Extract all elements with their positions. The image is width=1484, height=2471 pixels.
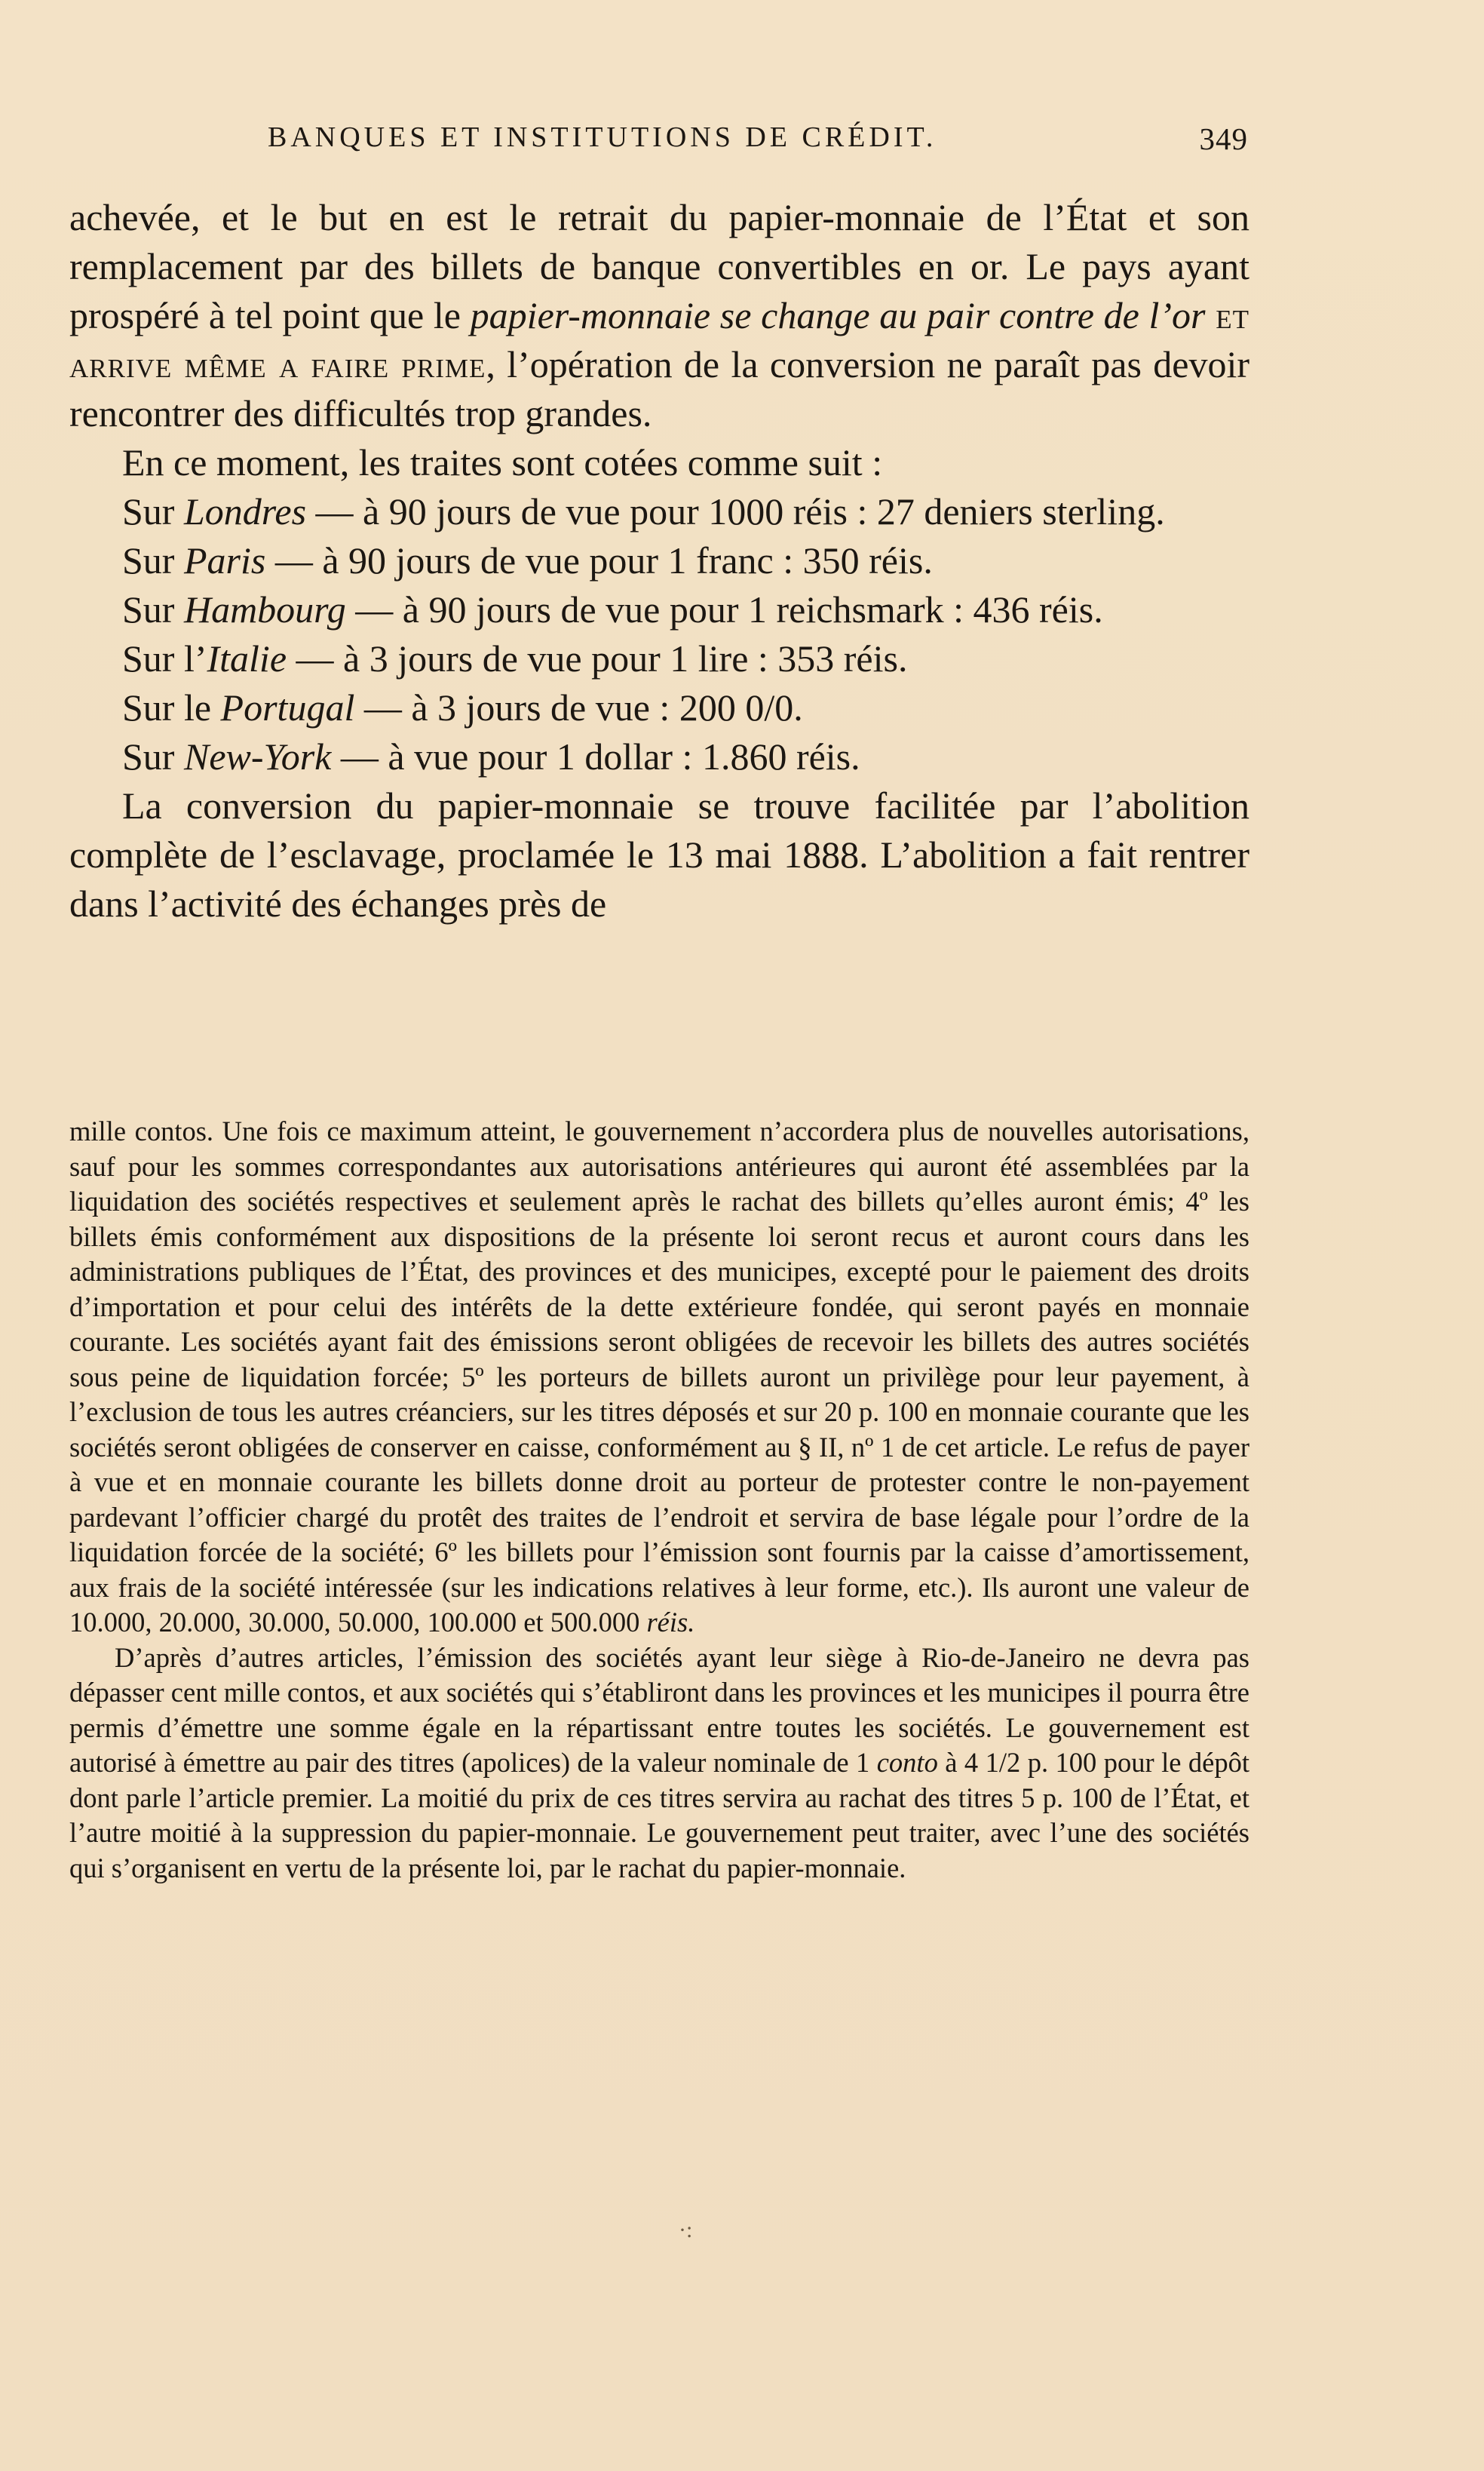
text-run: achevée, et le but en est le retrait du papier-monnaie de l’État et son remplacement par des billets de banque convertibles en or. Le pays ayant prospéré à tel point que le <box>69 196 1249 336</box>
footnote-continuation <box>69 1114 1249 1641</box>
running-header <box>268 121 1248 157</box>
city-name: Hambourg <box>183 588 346 631</box>
printer-mark: ·: <box>679 2218 693 2242</box>
city-name: Paris <box>183 539 266 582</box>
paragraph-conversion <box>69 193 1249 438</box>
text-run: Sur le <box>122 686 221 729</box>
paragraph-abolition: La conversion du papier-monnaie se trouve facilitée par l’abolition complète de l’esclavage, proclamée le 13 mai 1888. L’abolition a fait rentrer dans l’activité des échanges près de <box>69 784 1249 925</box>
paragraph-rates-intro: En ce moment, les traites sont cotées comme suit : <box>122 441 883 483</box>
rate-line-paris <box>69 536 1249 585</box>
footnote-paragraph <box>69 1641 1249 1886</box>
small-caps-run: et arrive même a faire prime <box>69 294 1250 385</box>
text-run: — à 90 jours de vue pour 1 reichsmark : 436 réis. <box>345 588 1103 631</box>
footnotes <box>69 1114 1249 1886</box>
rate-line-new-york <box>69 732 1249 781</box>
text-run: — à 3 jours de vue pour 1 lire : 353 réis. <box>287 637 908 680</box>
text-run: , l’opération de la conversion ne paraît pas devoir rencontrer des difficultés trop grandes. <box>69 343 1249 434</box>
text-run: D’après d’autres articles, l’émission des sociétés ayant leur siège à Rio-de-Janeiro ne devra pas dépasser cent mille contos, et aux sociétés qui s’établiront dans les provinces et les municipes il pourra être permis d’émettre une somme égale en la répartissant entre toutes les sociétés. Le gouvernement est autorisé à émettre au pair des titres (apolices) de la valeur nominale de 1 <box>69 1641 1249 1778</box>
city-name: Londres <box>183 490 307 533</box>
text-run: Sur <box>122 735 184 778</box>
running-title: BANQUES ET INSTITUTIONS DE CRÉDIT. <box>268 121 937 153</box>
text-run: — à 90 jours de vue pour 1000 réis : 27 deniers sterling. <box>306 490 1165 533</box>
country-name: Italie <box>207 637 287 680</box>
rate-line-portugal <box>69 683 1249 732</box>
italic-run: réis. <box>646 1607 695 1638</box>
text-run: Sur <box>122 588 184 631</box>
text-run: — à 90 jours de vue pour 1 franc : 350 réis. <box>265 539 933 582</box>
rate-line-londres <box>69 487 1249 536</box>
text-run: — à 3 jours de vue : 200 0/0. <box>354 686 803 729</box>
rate-line-italie <box>69 634 1249 683</box>
text-run: — à vue pour 1 dollar : 1.860 réis. <box>331 735 860 778</box>
italic-run: papier-monnaie se change au pair contre de l’or <box>470 294 1206 336</box>
main-text <box>69 193 1249 929</box>
text-run: mille contos. Une fois ce maximum atteint, le gouvernement n’accordera plus de nouvelles autorisations, sauf pour les sommes correspondantes aux autorisations antérieures qui auront été assemblées par la liquidation des sociétés respectives et seulement après le rachat des billets qu’elles auront émis; 4º les billets émis conformément aux dispositions de la présente loi seront recus et auront cours dans les administrations publiques de l’État, des provinces et des municipes, excepté pour le paiement des droits d’importation et pour celui des intérêts de la dette extérieure fondée, qui seront payés en monnaie courante. Les sociétés ayant fait des émissions seront obligées de recevoir les billets des autres sociétés sous peine de liquidation forcée; 5º les porteurs de billets auront un privilège pour leur payement, à l’exclusion de tous les autres créanciers, sur les titres déposés et sur 20 p. 100 en monnaie courante que les sociétés seront obligées de conserver en caisse, conformément au § II, nº 1 de cet article. Le refus de payer à vue et en monnaie courante les billets donne droit au porteur de protester contre le non-payement pardevant l’officier chargé du protêt des traites de l’endroit et servira de base légale pour l’ordre de la liquidation forcée de la société; 6º les billets pour l’émission sont fournis par la caisse d’amortissement, aux frais de la société intéressée (sur les indications relatives à leur forme, etc.). Ils auront une valeur de 10.000, 20.000, 30.000, 50.000, 100.000 et 500.000 <box>69 1116 1249 1638</box>
city-name: New-York <box>183 735 332 778</box>
country-name: Portugal <box>220 686 355 729</box>
text-run: Sur l’ <box>122 637 207 680</box>
rate-line-hambourg <box>69 585 1249 634</box>
text-run: Sur <box>122 490 184 533</box>
text-run: Sur <box>122 539 184 582</box>
text-run: à 4 1/2 p. 100 pour le dépôt dont parle l’article premier. La moitié du prix de ces titres servira au rachat des titres 5 p. 100 de l’État, et l’autre moitié à la suppression du papier-monnaie. Le gouvernement peut traiter, avec l’une des sociétés qui s’organisent en vertu de la présente loi, par le rachat du papier-monnaie. <box>69 1747 1249 1883</box>
italic-run: conto <box>876 1747 938 1778</box>
page-number: 349 <box>1199 121 1248 156</box>
